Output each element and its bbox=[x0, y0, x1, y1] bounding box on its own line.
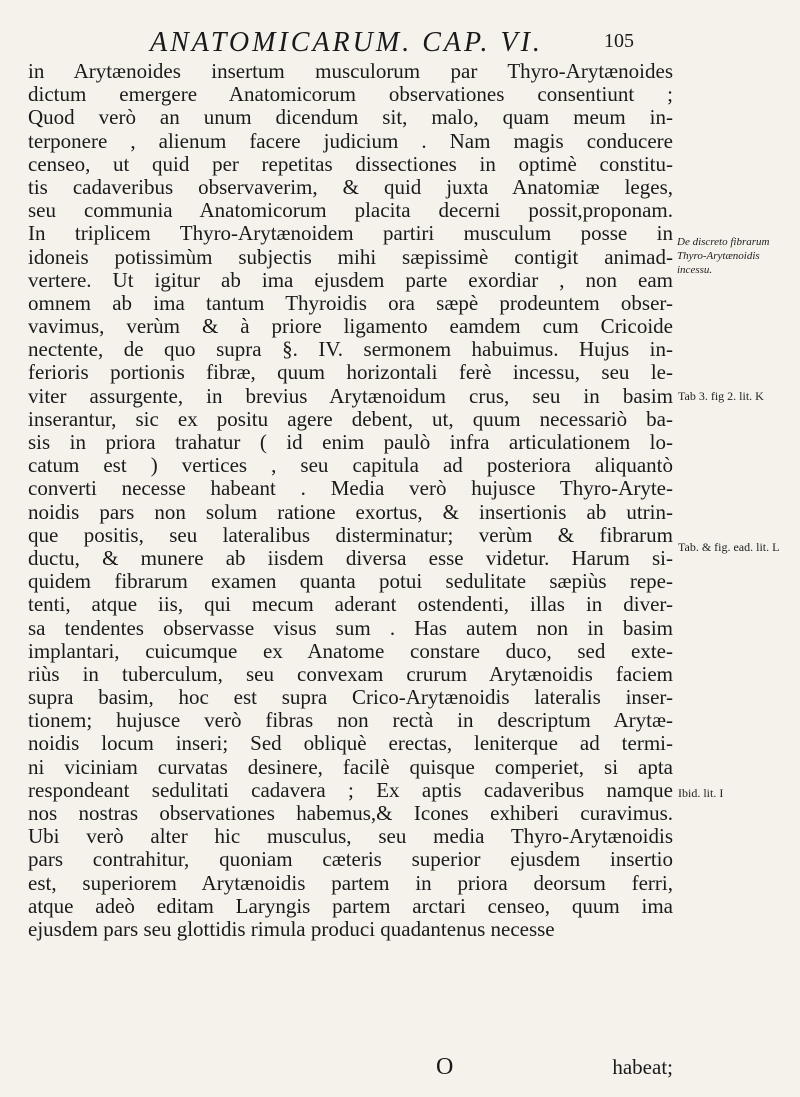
text-line: terponere , alienum facere judicium . Nam magis conducere bbox=[28, 129, 673, 153]
text-line: sa tendentes observasse visus sum . Has autem non in basim bbox=[28, 616, 673, 640]
text-line: quidem fibrarum examen quanta potui sedulitate sæpiùs repe- bbox=[28, 570, 673, 594]
text-line: implantari, cuicumque ex Anatome constare duco, sed exte- bbox=[28, 639, 673, 663]
text-line: pars contrahitur, quoniam cæteris superior ejusdem insertio bbox=[28, 848, 673, 872]
text-line: nos nostras observationes habemus,& Icones exhiberi curavimus. bbox=[28, 802, 673, 825]
text-line: vertere. Ut igitur ab ima ejusdem parte exordiar , non eam bbox=[28, 268, 673, 292]
text-line: noidis locum inseri; Sed obliquè erectas, leniterque ad termi- bbox=[28, 732, 673, 756]
catchword: habeat; bbox=[612, 1055, 673, 1079]
running-title: ANATOMICARUM. CAP. VI. bbox=[150, 27, 543, 58]
text-line: est, superiorem Arytænoidis partem in priora deorsum ferri, bbox=[28, 871, 673, 895]
signature-mark: O bbox=[436, 1054, 454, 1080]
marginal-note: Tab. & fig. ead. lit. L bbox=[678, 540, 780, 554]
text-line: riùs in tuberculum, seu convexam crurum Arytænoidis faciem bbox=[28, 662, 673, 686]
text-line: dictum emergere Anatomicorum observationes consentiunt ; bbox=[28, 83, 673, 107]
text-line: atque adeò editam Laryngis partem arctari censeo, quum ima bbox=[28, 894, 673, 918]
text-line: omnem ab ima tantum Thyroidis ora sæpè prodeuntem obser- bbox=[28, 291, 673, 315]
text-line: inserantur, sic ex positu agere debent, ut, quum necessariò ba- bbox=[28, 407, 673, 431]
text-line: tis cadaveribus observaverim, & quid juxta Anatomiæ leges, bbox=[28, 175, 673, 199]
text-line: noidis pars non solum ratione exortus, & insertionis ab utrin- bbox=[28, 500, 673, 524]
text-line: viter assurgente, in brevius Arytænoidum crus, seu in basim bbox=[28, 384, 673, 408]
text-line: Quod verò an unum dicendum sit, malo, quam meum in- bbox=[28, 106, 673, 130]
page-footer bbox=[28, 1052, 673, 1082]
text-line: ni viciniam curvatas desinere, facilè quisque comperiet, si apta bbox=[28, 755, 673, 779]
text-line: tenti, atque iis, qui mecum aderant ostendenti, illas in diver- bbox=[28, 593, 673, 617]
text-line: vavimus, verùm & à priore ligamento eamdem cum Cricoide bbox=[28, 315, 673, 339]
text-line: nectente, de quo supra §. IV. sermonem habuimus. Hujus in- bbox=[28, 338, 673, 362]
text-line: tionem; hujusce verò fibras non rectà in descriptum Arytæ- bbox=[28, 709, 673, 733]
page-number: 105 bbox=[604, 30, 634, 52]
text-line: catum est ) vertices , seu capitula ad posteriora aliquantò bbox=[28, 454, 673, 478]
text-line: seu communia Anatomicorum placita decerni possit,proponam. bbox=[28, 199, 673, 223]
text-line: sis in priora trahatur ( id enim paulò infra articulationem lo- bbox=[28, 431, 673, 454]
text-line: Ubi verò alter hic musculus, seu media Thyro-Arytænoidis bbox=[28, 825, 673, 849]
text-line: supra basim, hoc est supra Crico-Arytænoidis lateralis inser- bbox=[28, 686, 673, 710]
marginal-note: Ibid. lit. I bbox=[678, 786, 724, 800]
text-line: ejusdem pars seu glottidis rimula produci quadantenus necesse bbox=[28, 917, 555, 941]
text-line: censeo, ut quid per repetitas dissectiones in optimè constitu- bbox=[28, 152, 673, 176]
text-line: ductu, & munere ab iisdem diversa esse videtur. Harum si- bbox=[28, 546, 673, 570]
text-line: ferioris portionis fibræ, quum horizontali ferè incessu, seu le- bbox=[28, 361, 673, 385]
text-line: converti necesse habeant . Media verò hujusce Thyro-Aryte- bbox=[28, 477, 673, 501]
text-line: que positis, seu lateralibus disterminatur; verùm & fibrarum bbox=[28, 523, 673, 547]
text-line: in Arytænoides insertum musculorum par Thyro-Arytænoides bbox=[28, 60, 673, 83]
body-text bbox=[28, 60, 673, 941]
text-line: In triplicem Thyro-Arytænoidem partiri musculum posse in bbox=[28, 222, 673, 246]
marginal-note: Tab 3. fig 2. lit. K bbox=[678, 389, 764, 403]
marginal-note: De discreto fibrarum Thyro-Arytænoidis incessu. bbox=[677, 236, 770, 276]
text-line: respondeant sedulitati cadavera ; Ex aptis cadaveribus namque bbox=[28, 778, 673, 802]
text-line: idoneis potissimùm subjectis mihi sæpissimè contigit animad- bbox=[28, 245, 673, 269]
